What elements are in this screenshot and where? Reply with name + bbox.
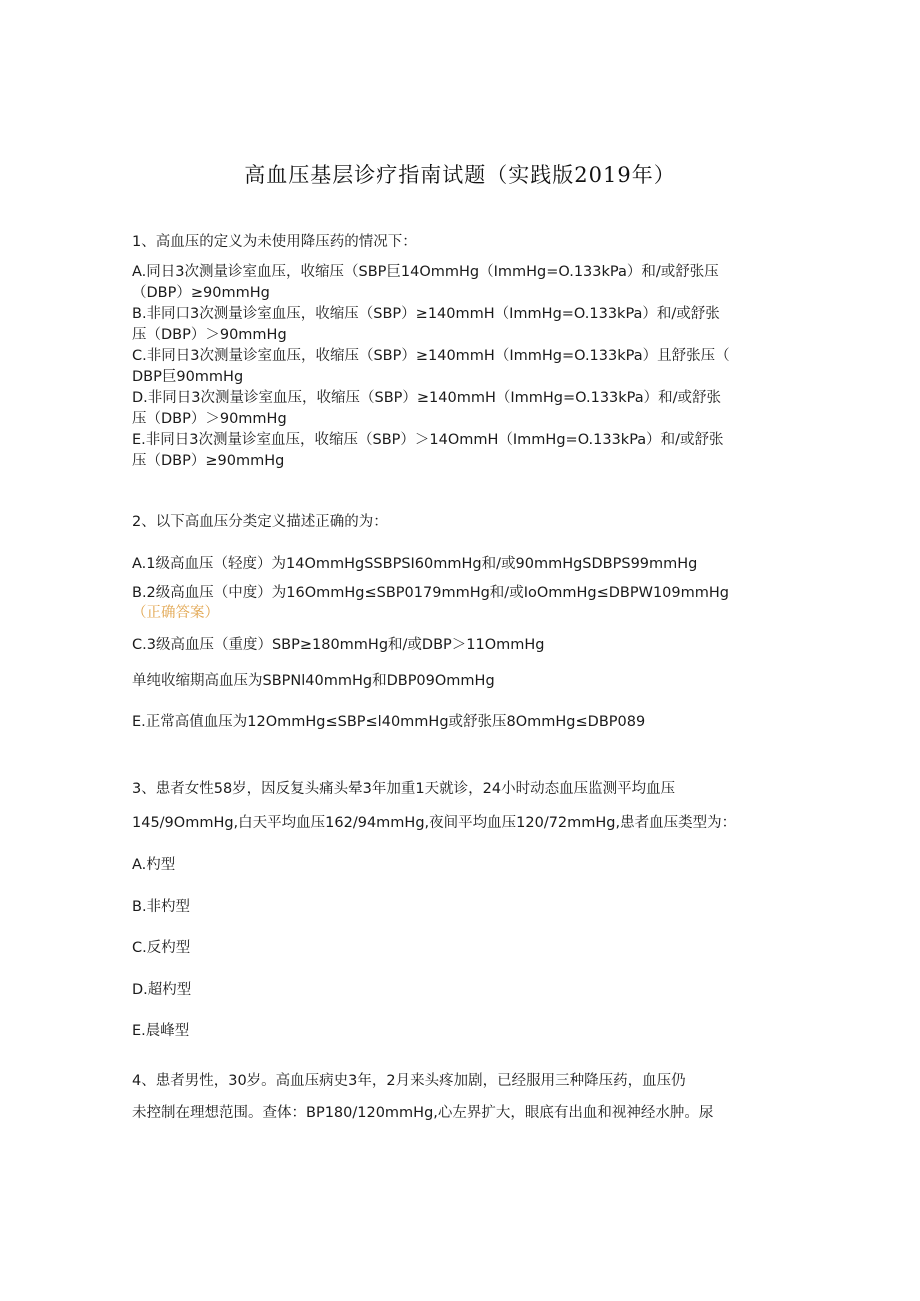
- q1-stem: 1、高血压的定义为未使用降压药的情况下：: [132, 234, 417, 250]
- q1-option-c-line1: C.非同日3次测量诊室血压，收缩压（SBP）≥140mmH（ImmHg=O.133kPa）且舒张压（: [132, 348, 730, 364]
- q2-option-e: E.正常高值血压为12OmmHg≤SBP≤l40mmHg或舒张压8OmmHg≤DBP089: [132, 714, 646, 730]
- q3-option-e: E.晨峰型: [132, 1023, 190, 1039]
- q3-option-c: C.反杓型: [132, 940, 191, 956]
- q2-option-b: B.2级高血压（中度）为16OmmHg≤SBP0179mmHg和/或IoOmmHg≤DBPW109mmHg: [132, 585, 729, 601]
- q2-option-c: C.3级高血压（重度）SBP≥180mmHg和/或DBP＞11OmmHg: [132, 637, 545, 653]
- q3-option-b: B.非杓型: [132, 899, 191, 915]
- q1-option-d-line2: 压（DBP）＞90mmHg: [132, 411, 287, 427]
- q1-option-c-line2: DBP巨90mmHg: [132, 369, 244, 385]
- q1-option-b-line1: B.非同口3次测量诊室血压，收缩压（SBP）≥140mmH（ImmHg=O.133kPa）和/或舒张: [132, 306, 720, 322]
- q3-stem-line1: 3、患者女性58岁，因反复头痛头晕3年加重1天就诊，24小时动态血压监测平均血压: [132, 781, 676, 797]
- q1-option-d-line1: D.非同日3次测量诊室血压，收缩压（SBP）≥140mmH（ImmHg=O.133kPa）和/或舒张: [132, 390, 722, 406]
- q2-correct-answer-label: （正确答案）: [132, 605, 219, 621]
- q3-option-a: A.杓型: [132, 857, 176, 873]
- q2-option-d: 单纯收缩期高血压为SBPNl40mmHg和DBP09OmmHg: [132, 673, 495, 689]
- q3-option-d: D.超杓型: [132, 982, 192, 998]
- q1-option-e-line2: 压（DBP）≥90mmHg: [132, 453, 285, 469]
- q2-option-a: A.1级高血压（轻度）为14OmmHgSSBPSI60mmHg和/或90mmHgSDBPS99mmHg: [132, 556, 698, 572]
- page-title: 高血压基层诊疗指南试题（实践版2019年）: [244, 163, 676, 187]
- q1-option-a-line1: A.同日3次测量诊室血压，收缩压（SBP巨14OmmHg（ImmHg=O.133kPa）和/或舒张压: [132, 264, 719, 280]
- q1-option-b-line2: 压（DBP）＞90mmHg: [132, 327, 287, 343]
- q2-stem: 2、以下高血压分类定义描述正确的为：: [132, 514, 388, 530]
- q1-option-e-line1: E.非同日3次测量诊室血压，收缩压（SBP）＞14OmmH（ImmHg=O.133kPa）和/或舒张: [132, 432, 724, 448]
- q1-option-a-line2: （DBP）≥90mmHg: [132, 285, 270, 301]
- q3-stem-line2: 145/9OmmHg,白天平均血压162∕94mmHg,夜间平均血压120∕72mmHg,患者血压类型为：: [132, 815, 737, 831]
- q4-stem-line1: 4、患者男性，30岁。高血压病史3年，2月来头疼加剧，已经服用三种降压药，血压仍: [132, 1073, 686, 1089]
- q4-stem-line2: 未控制在理想范围。查体：BP180∕120mmHg,心左界扩大，眼底有出血和视神经水肿。尿: [132, 1105, 714, 1121]
